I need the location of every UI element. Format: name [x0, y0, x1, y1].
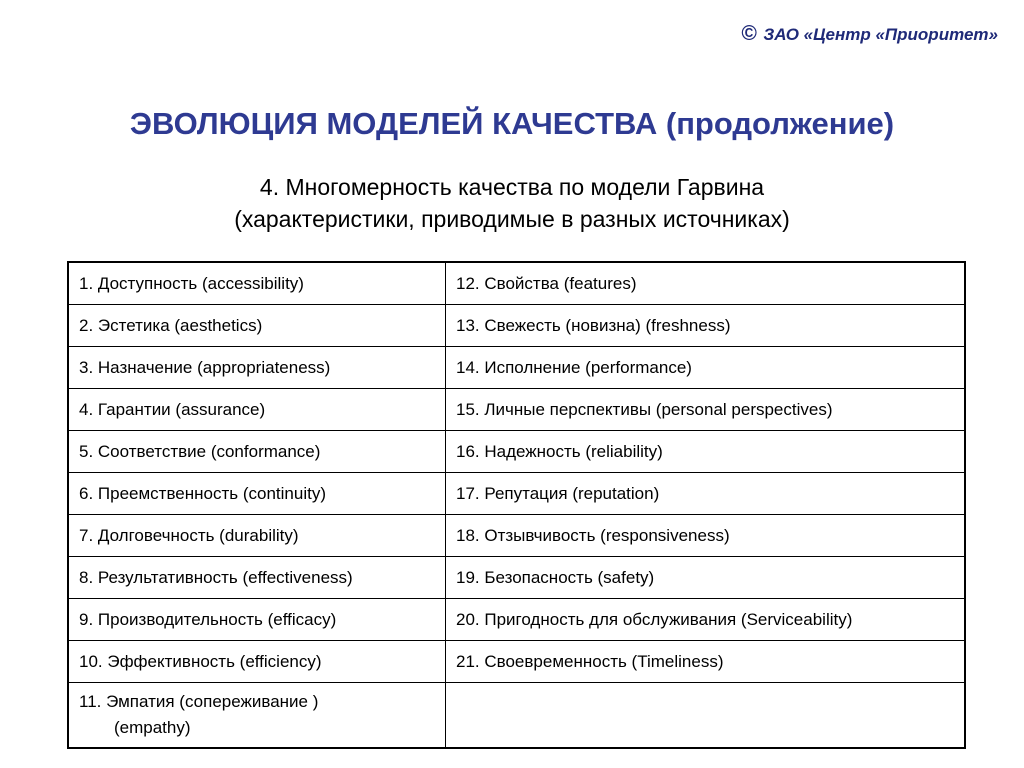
- table-row: [68, 389, 965, 431]
- table-cell-left: 10. Эффективность (efficiency): [68, 641, 446, 683]
- table-cell-right: 18. Отзывчивость (responsiveness): [446, 515, 966, 557]
- table-row: [68, 515, 965, 557]
- table-cell-right: 12. Свойства (features): [446, 262, 966, 305]
- table-row: [68, 599, 965, 641]
- cell-line-1: 11. Эмпатия (сопереживание ): [79, 692, 319, 711]
- table-row: [68, 431, 965, 473]
- table-cell-left: 5. Соответствие (conformance): [68, 431, 446, 473]
- table-row: [68, 305, 965, 347]
- table-cell-right: 17. Репутация (reputation): [446, 473, 966, 515]
- table-cell-empty: [446, 683, 966, 749]
- table-row: [68, 347, 965, 389]
- table-row: [68, 557, 965, 599]
- table-cell-left: 3. Назначение (appropriateness): [68, 347, 446, 389]
- table-cell-right: 16. Надежность (reliability): [446, 431, 966, 473]
- table-cell-right: 20. Пригодность для обслуживания (Serviceability): [446, 599, 966, 641]
- quality-characteristics-table: [67, 261, 966, 749]
- subtitle-line-1: 4. Многомерность качества по модели Гарвина: [259, 174, 765, 200]
- table-row: [68, 641, 965, 683]
- table-cell-right: 15. Личные перспективы (personal perspectives): [446, 389, 966, 431]
- page-subtitle: [0, 171, 1024, 235]
- table-row: [68, 473, 965, 515]
- copyright-symbol: ©: [741, 22, 757, 45]
- table-row: [68, 683, 965, 749]
- table-cell-left: [68, 683, 446, 749]
- table-cell-left: 1. Доступность (accessibility): [68, 262, 446, 305]
- cell-line-2: (empathy): [114, 718, 191, 737]
- page-title: ЭВОЛЮЦИЯ МОДЕЛЕЙ КАЧЕСТВА (продолжение): [129, 106, 895, 141]
- subtitle-line-2: (характеристики, приводимые в разных источниках): [234, 206, 790, 232]
- table-cell-left: 6. Преемственность (continuity): [68, 473, 446, 515]
- table-cell-left: 2. Эстетика (aesthetics): [68, 305, 446, 347]
- copyright-text: ЗАО «Центр «Приоритет»: [763, 25, 998, 44]
- table-cell-left: 4. Гарантии (assurance): [68, 389, 446, 431]
- table-cell-right: 14. Исполнение (performance): [446, 347, 966, 389]
- table-cell-right: 21. Своевременность (Timeliness): [446, 641, 966, 683]
- table-cell-left: 9. Производительность (efficacy): [68, 599, 446, 641]
- table-cell-left: 7. Долговечность (durability): [68, 515, 446, 557]
- table-cell-right: 19. Безопасность (safety): [446, 557, 966, 599]
- copyright-notice: [741, 22, 998, 46]
- table-cell-right: 13. Свежесть (новизна) (freshness): [446, 305, 966, 347]
- table-cell-left: 8. Результативность (effectiveness): [68, 557, 446, 599]
- table-row: [68, 262, 965, 305]
